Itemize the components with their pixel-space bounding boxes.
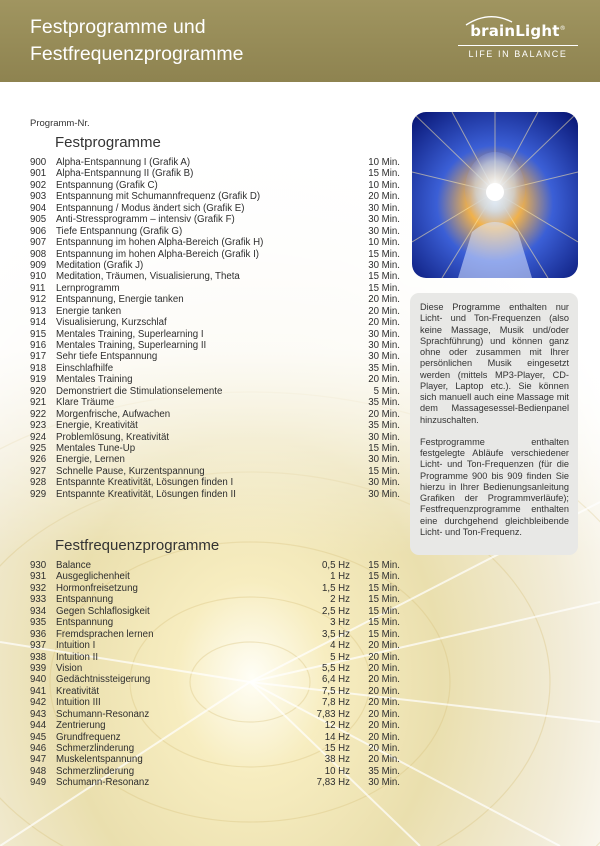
program-row [30, 594, 400, 605]
program-name: Visualisierung, Kurzschlaf [56, 317, 167, 329]
program-row [30, 454, 400, 465]
festprogramme-list [30, 157, 400, 500]
program-number: 909 [30, 259, 47, 271]
program-frequency: 7,8 Hz [322, 697, 350, 709]
program-number: 941 [30, 685, 47, 697]
program-row [30, 777, 400, 788]
program-duration: 30 Min. [368, 431, 400, 443]
program-duration: 10 Min. [368, 237, 400, 249]
program-name: Entspannung, Energie tanken [56, 294, 184, 306]
program-row [30, 203, 400, 214]
program-number: 948 [30, 765, 47, 777]
program-name: Demonstriert die Stimulationselemente [56, 385, 223, 397]
program-number: 917 [30, 351, 47, 363]
program-number: 911 [30, 282, 46, 294]
program-frequency: 14 Hz [324, 731, 350, 743]
program-duration: 30 Min. [368, 454, 400, 466]
program-duration: 15 Min. [368, 582, 400, 594]
program-duration: 15 Min. [368, 571, 400, 583]
program-number: 940 [30, 674, 47, 686]
program-name: Entspannung [56, 617, 114, 629]
program-row [30, 340, 400, 351]
program-name: Sehr tiefe Entspannung [56, 351, 158, 363]
program-number: 923 [30, 420, 47, 432]
program-duration: 30 Min. [368, 340, 400, 351]
program-row [30, 583, 400, 594]
program-row [30, 489, 400, 500]
program-number: 931 [30, 571, 47, 583]
program-row [30, 249, 400, 260]
program-row [30, 443, 400, 454]
program-duration: 20 Min. [368, 720, 400, 732]
program-frequency: 7,5 Hz [322, 685, 350, 697]
program-duration: 20 Min. [368, 674, 400, 686]
program-row [30, 432, 400, 443]
program-name: Zentrierung [56, 720, 106, 732]
program-row [30, 720, 400, 731]
brain-light-image [412, 112, 578, 278]
program-name: Gedächtnissteigerung [56, 674, 151, 686]
program-number: 908 [30, 248, 47, 260]
program-name: Einschlafhilfe [56, 362, 114, 374]
program-duration: 20 Min. [368, 662, 400, 674]
program-duration: 10 Min. [368, 179, 400, 191]
program-duration: 30 Min. [368, 488, 400, 500]
program-duration: 10 Min. [368, 157, 400, 168]
program-duration: 15 Min. [368, 594, 400, 606]
program-duration: 20 Min. [368, 697, 400, 709]
program-number: 937 [30, 640, 47, 652]
program-row [30, 652, 400, 663]
program-row [30, 214, 400, 225]
program-duration: 20 Min. [368, 408, 400, 420]
program-frequency: 2,5 Hz [322, 605, 350, 617]
program-row [30, 409, 400, 420]
program-name: Schnelle Pause, Kurzentspannung [56, 465, 205, 477]
program-name: Hormonfreisetzung [56, 582, 138, 594]
program-name: Mentales Tune-Up [56, 442, 136, 454]
logo-registered-mark: ® [559, 25, 566, 32]
program-duration: 15 Min. [368, 617, 400, 629]
program-name: Intuition III [56, 697, 101, 709]
program-name: Entspannung / Modus ändert sich (Grafik E) [56, 202, 245, 214]
program-duration: 35 Min. [368, 420, 400, 432]
program-row [30, 674, 400, 685]
program-row [30, 663, 400, 674]
program-name: Tiefe Entspannung (Grafik G) [56, 225, 183, 237]
program-number: 922 [30, 408, 47, 420]
program-name: Lernprogramm [56, 282, 120, 294]
program-row [30, 420, 400, 431]
program-row [30, 351, 400, 362]
info-box [410, 293, 578, 555]
logo-brand-text: brainLight [470, 22, 560, 40]
program-duration: 20 Min. [368, 685, 400, 697]
program-frequency: 0,5 Hz [322, 560, 350, 571]
program-frequency: 5 Hz [330, 651, 350, 663]
program-name: Mentales Training, Superlearning II [56, 340, 207, 351]
festfrequenz-heading: Festfrequenzprogramme [55, 537, 220, 554]
page-title [30, 14, 390, 68]
program-name: Meditation (Grafik J) [56, 259, 144, 271]
program-number: 942 [30, 697, 47, 709]
program-row [30, 629, 400, 640]
program-duration: 20 Min. [368, 708, 400, 720]
program-frequency: 1 Hz [330, 571, 350, 583]
program-name: Vision [56, 662, 83, 674]
program-number: 903 [30, 191, 47, 203]
program-name: Meditation, Träumen, Visualisierung, Theta [56, 271, 240, 283]
program-row [30, 374, 400, 385]
program-name: Ausgeglichenheit [56, 571, 130, 583]
festprogramme-heading: Festprogramme [55, 134, 161, 151]
program-name: Schumann-Resonanz [56, 708, 150, 720]
program-duration: 30 Min. [368, 477, 400, 489]
program-number: 900 [30, 157, 47, 168]
program-row [30, 317, 400, 328]
program-row [30, 766, 400, 777]
program-number: 928 [30, 477, 47, 489]
program-number: 932 [30, 582, 47, 594]
program-duration: 15 Min. [368, 605, 400, 617]
festfrequenz-list [30, 560, 400, 789]
program-frequency: 10 Hz [324, 765, 350, 777]
program-row [30, 397, 400, 408]
program-number: 926 [30, 454, 47, 466]
program-row [30, 571, 400, 582]
program-number: 949 [30, 777, 47, 789]
program-name: Fremdsprachen lernen [56, 628, 154, 640]
logo-wordmark [470, 22, 566, 40]
head-light-illustration [412, 112, 578, 278]
program-frequency: 1,5 Hz [322, 582, 350, 594]
program-number: 933 [30, 594, 47, 606]
program-row [30, 560, 400, 571]
program-row [30, 226, 400, 237]
program-duration: 20 Min. [368, 743, 400, 754]
program-name: Schmerzlinderung [56, 743, 135, 754]
program-duration: 20 Min. [368, 317, 400, 329]
program-duration: 20 Min. [368, 754, 400, 766]
program-name: Schumann-Resonanz [56, 777, 150, 789]
program-number: 913 [30, 305, 47, 317]
program-name: Intuition II [56, 651, 99, 663]
program-row [30, 732, 400, 743]
program-row [30, 271, 400, 282]
program-number: 914 [30, 317, 47, 329]
program-number: 930 [30, 560, 47, 571]
program-frequency: 7,83 Hz [316, 777, 350, 789]
program-number: 907 [30, 237, 47, 249]
program-number: 936 [30, 628, 47, 640]
program-name: Entspannung im hohen Alpha-Bereich (Grafik I) [56, 248, 260, 260]
program-name: Energie tanken [56, 305, 122, 317]
program-duration: 20 Min. [368, 374, 400, 386]
page-title-line-2: Festfrequenzprogramme [30, 43, 244, 65]
program-name: Entspannung (Grafik C) [56, 179, 158, 191]
program-duration: 15 Min. [368, 282, 400, 294]
program-duration: 15 Min. [368, 271, 400, 283]
header-bar [0, 0, 600, 82]
program-name: Alpha-Entspannung I (Grafik A) [56, 157, 191, 168]
program-row [30, 329, 400, 340]
program-number: 943 [30, 708, 47, 720]
program-row [30, 157, 400, 168]
program-row [30, 283, 400, 294]
program-frequency: 2 Hz [330, 594, 350, 606]
program-number: 916 [30, 340, 47, 351]
info-paragraph-2: Festprogramme enthalten festgelegte Abläufe verschiedener Licht- und Ton-Frequenzen (für die Programme 900 bis 909 finden Sie hierzu in Ihrer Bedienungsanleitung Grafiken der Programmverläufe); Festfrequenzprogramme enthalten eine durchgehend gleichbleibende Licht- und Ton-Frequenz. [420, 436, 569, 537]
info-paragraph-1: Diese Programme enthalten nur Licht- und Ton-Frequenzen (also keine Massage, Musik und/oder Sprachführung) und können ganz ohne oder zusammen mit Ihrer persönlichen Musik eingesetzt werden (mittels MP3-Player, CD-Player, Laptop etc.). Sie können sich manuell auch eine Massage mit dem Massagesessel-Bedienpanel hinzuschalten. [420, 302, 569, 425]
program-name: Energie, Lernen [56, 454, 125, 466]
program-frequency: 5,5 Hz [322, 662, 350, 674]
program-name: Entspannung im hohen Alpha-Bereich (Grafik H) [56, 237, 264, 249]
program-duration: 15 Min. [368, 465, 400, 477]
program-number: 938 [30, 651, 47, 663]
program-number: 915 [30, 328, 47, 340]
program-frequency: 3 Hz [330, 617, 350, 629]
program-duration: 20 Min. [368, 640, 400, 652]
program-duration: 30 Min. [368, 259, 400, 271]
program-number: 945 [30, 731, 47, 743]
page-title-line-1: Festprogramme und [30, 16, 206, 38]
program-number: 918 [30, 362, 47, 374]
program-name: Klare Träume [56, 397, 115, 409]
program-duration: 20 Min. [368, 731, 400, 743]
program-name: Balance [56, 560, 92, 571]
program-name: Entspannung mit Schumannfrequenz (Grafik D) [56, 191, 261, 203]
program-row [30, 709, 400, 720]
program-frequency: 38 Hz [324, 754, 350, 766]
program-number: 946 [30, 743, 47, 754]
program-frequency: 4 Hz [330, 640, 350, 652]
program-row [30, 640, 400, 651]
program-number: 904 [30, 202, 47, 214]
program-duration: 5 Min. [373, 385, 400, 397]
program-row [30, 191, 400, 202]
program-number: 912 [30, 294, 47, 306]
program-name: Mentales Training [56, 374, 133, 386]
program-row [30, 237, 400, 248]
program-frequency: 15 Hz [324, 743, 350, 754]
program-duration: 35 Min. [368, 765, 400, 777]
program-duration: 35 Min. [368, 362, 400, 374]
program-number: 925 [30, 442, 47, 454]
program-number: 902 [30, 179, 47, 191]
logo-tagline: LIFE IN BALANCE [468, 49, 568, 59]
program-duration: 30 Min. [368, 225, 400, 237]
program-name: Entspannte Kreativität, Lösungen finden II [56, 488, 236, 500]
program-row [30, 743, 400, 754]
program-duration: 20 Min. [368, 651, 400, 663]
program-name: Gegen Schlaflosigkeit [56, 605, 150, 617]
program-number: 919 [30, 374, 47, 386]
program-duration: 20 Min. [368, 305, 400, 317]
program-number: 906 [30, 225, 47, 237]
program-name: Anti-Stressprogramm – intensiv (Grafik F) [56, 214, 235, 226]
program-row [30, 386, 400, 397]
program-frequency: 7,83 Hz [316, 708, 350, 720]
program-row [30, 606, 400, 617]
program-duration: 15 Min. [368, 560, 400, 571]
program-number: 910 [30, 271, 47, 283]
program-name: Entspannte Kreativität, Lösungen finden I [56, 477, 234, 489]
program-frequency: 6,4 Hz [322, 674, 350, 686]
program-row [30, 466, 400, 477]
program-number: 939 [30, 662, 47, 674]
program-duration: 20 Min. [368, 191, 400, 203]
program-row [30, 306, 400, 317]
program-number: 901 [30, 168, 47, 180]
program-row [30, 168, 400, 179]
program-number: 924 [30, 431, 47, 443]
program-number: 947 [30, 754, 47, 766]
program-frequency: 3,5 Hz [322, 628, 350, 640]
program-duration: 30 Min. [368, 328, 400, 340]
program-number: 927 [30, 465, 47, 477]
logo-arc-icon [464, 12, 514, 26]
program-name: Kreativität [56, 685, 100, 697]
program-row [30, 260, 400, 271]
program-row [30, 617, 400, 628]
program-duration: 15 Min. [368, 628, 400, 640]
program-number: 929 [30, 488, 47, 500]
program-row [30, 180, 400, 191]
program-row [30, 686, 400, 697]
program-name: Mentales Training, Superlearning I [56, 328, 204, 340]
brainlight-logo [458, 22, 578, 59]
program-number: 921 [30, 397, 47, 409]
program-number: 944 [30, 720, 47, 732]
program-number: 934 [30, 605, 47, 617]
program-row [30, 363, 400, 374]
program-name: Morgenfrische, Aufwachen [56, 408, 171, 420]
program-duration: 30 Min. [368, 214, 400, 226]
program-row [30, 477, 400, 488]
program-row [30, 697, 400, 708]
program-number: 920 [30, 385, 47, 397]
program-row [30, 754, 400, 765]
program-duration: 15 Min. [368, 168, 400, 180]
program-duration: 35 Min. [368, 397, 400, 409]
program-name: Energie, Kreativität [56, 420, 138, 432]
program-duration: 30 Min. [368, 777, 400, 789]
program-duration: 20 Min. [368, 294, 400, 306]
program-name: Grundfrequenz [56, 731, 121, 743]
program-duration: 15 Min. [368, 442, 400, 454]
program-name: Muskelentspannung [56, 754, 143, 766]
program-duration: 30 Min. [368, 351, 400, 363]
program-number-label: Programm-Nr. [30, 118, 90, 129]
program-number: 905 [30, 214, 47, 226]
program-row [30, 294, 400, 305]
program-number: 935 [30, 617, 47, 629]
program-duration: 15 Min. [368, 248, 400, 260]
program-duration: 30 Min. [368, 202, 400, 214]
program-frequency: 12 Hz [324, 720, 350, 732]
program-name: Problemlösung, Kreativität [56, 431, 170, 443]
logo-divider [458, 45, 578, 46]
program-name: Intuition I [56, 640, 96, 652]
program-name: Alpha-Entspannung II (Grafik B) [56, 168, 194, 180]
program-name: Entspannung [56, 594, 114, 606]
program-name: Schmerzlinderung [56, 765, 135, 777]
